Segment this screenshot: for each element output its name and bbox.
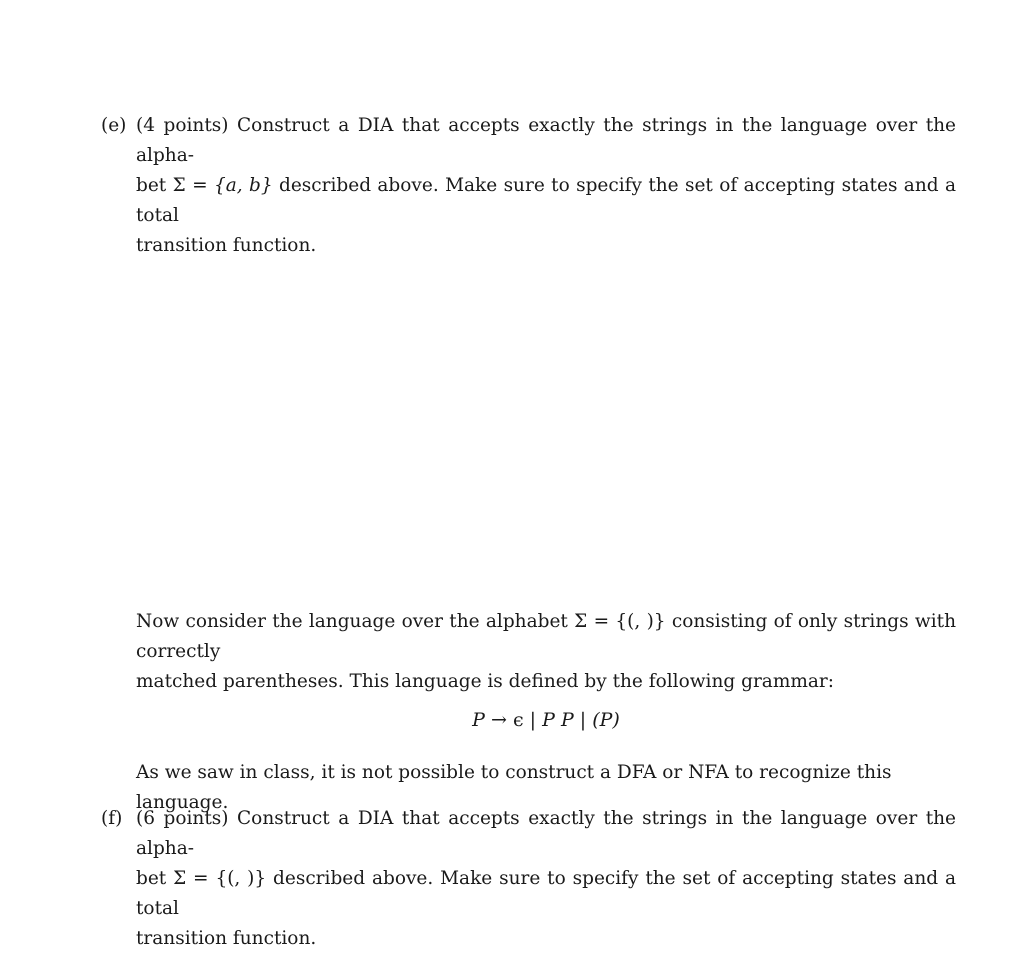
question-part-e	[101, 111, 956, 256]
grammar-lhs: P	[472, 709, 485, 731]
language-intro-paragraph	[136, 607, 956, 697]
part-f-text-line-2-pre: bet	[136, 868, 174, 889]
sigma-symbol: Σ	[172, 175, 186, 196]
class-note: As we saw in class, it is not possible to construct a DFA or NFA to recognize this language.	[136, 762, 892, 813]
question-part-f	[101, 804, 956, 949]
intro-line-1-pre: Now consider the language over the alphabet	[136, 611, 575, 632]
sigma-symbol: Σ	[173, 868, 187, 889]
intro-line-2: matched parentheses. This language is defined by the following grammar:	[136, 671, 835, 692]
grammar-alt-paren: (P)	[592, 709, 620, 731]
equals-sign: =	[185, 175, 214, 196]
answer-space-e	[101, 205, 956, 595]
part-f-text-line-2-post: described above. Make sure to specify the set of accepting states and a total	[136, 868, 956, 919]
equals-sign: =	[587, 611, 616, 632]
part-e-label: (e)	[101, 115, 127, 136]
grammar-production	[0, 705, 1024, 735]
part-f-text-line-1: Construct a DIA that accepts exactly the strings in the language over the alpha-	[136, 808, 956, 859]
part-e-text-line-2-post: described above. Make sure to specify the set of accepting states and a total	[136, 175, 956, 226]
part-f-line-3: transition function.	[136, 928, 317, 949]
arrow-symbol: →	[491, 709, 507, 731]
sigma-symbol: Σ	[574, 611, 588, 632]
alternation-bar: |	[579, 709, 587, 731]
part-f-label: (f)	[101, 808, 123, 829]
part-e-text-line-2-pre: bet	[136, 175, 173, 196]
part-f-points: (6 points)	[136, 808, 229, 829]
equals-sign: =	[186, 868, 216, 889]
part-e-text-line-1: Construct a DIA that accepts exactly the strings in the language over the alpha-	[136, 115, 956, 166]
part-f-body	[136, 804, 956, 954]
intro-line-1	[136, 607, 956, 667]
epsilon-symbol: ϵ	[512, 709, 524, 731]
part-f-line-2	[136, 864, 956, 924]
alphabet-set-parens: {(, )}	[215, 868, 267, 889]
alphabet-set-ab: {a, b}	[213, 175, 273, 196]
part-e-line-1	[136, 111, 956, 171]
alphabet-set-parens: {(, )}	[615, 611, 666, 632]
part-e-points: (4 points)	[136, 115, 229, 136]
part-f-line-1	[136, 804, 956, 864]
grammar-alt-concat: P P	[542, 709, 574, 731]
part-e-line-3: transition function.	[136, 235, 317, 256]
alternation-bar: |	[529, 709, 537, 731]
intro-line-1-post: consisting of only strings with correctly	[136, 611, 956, 662]
